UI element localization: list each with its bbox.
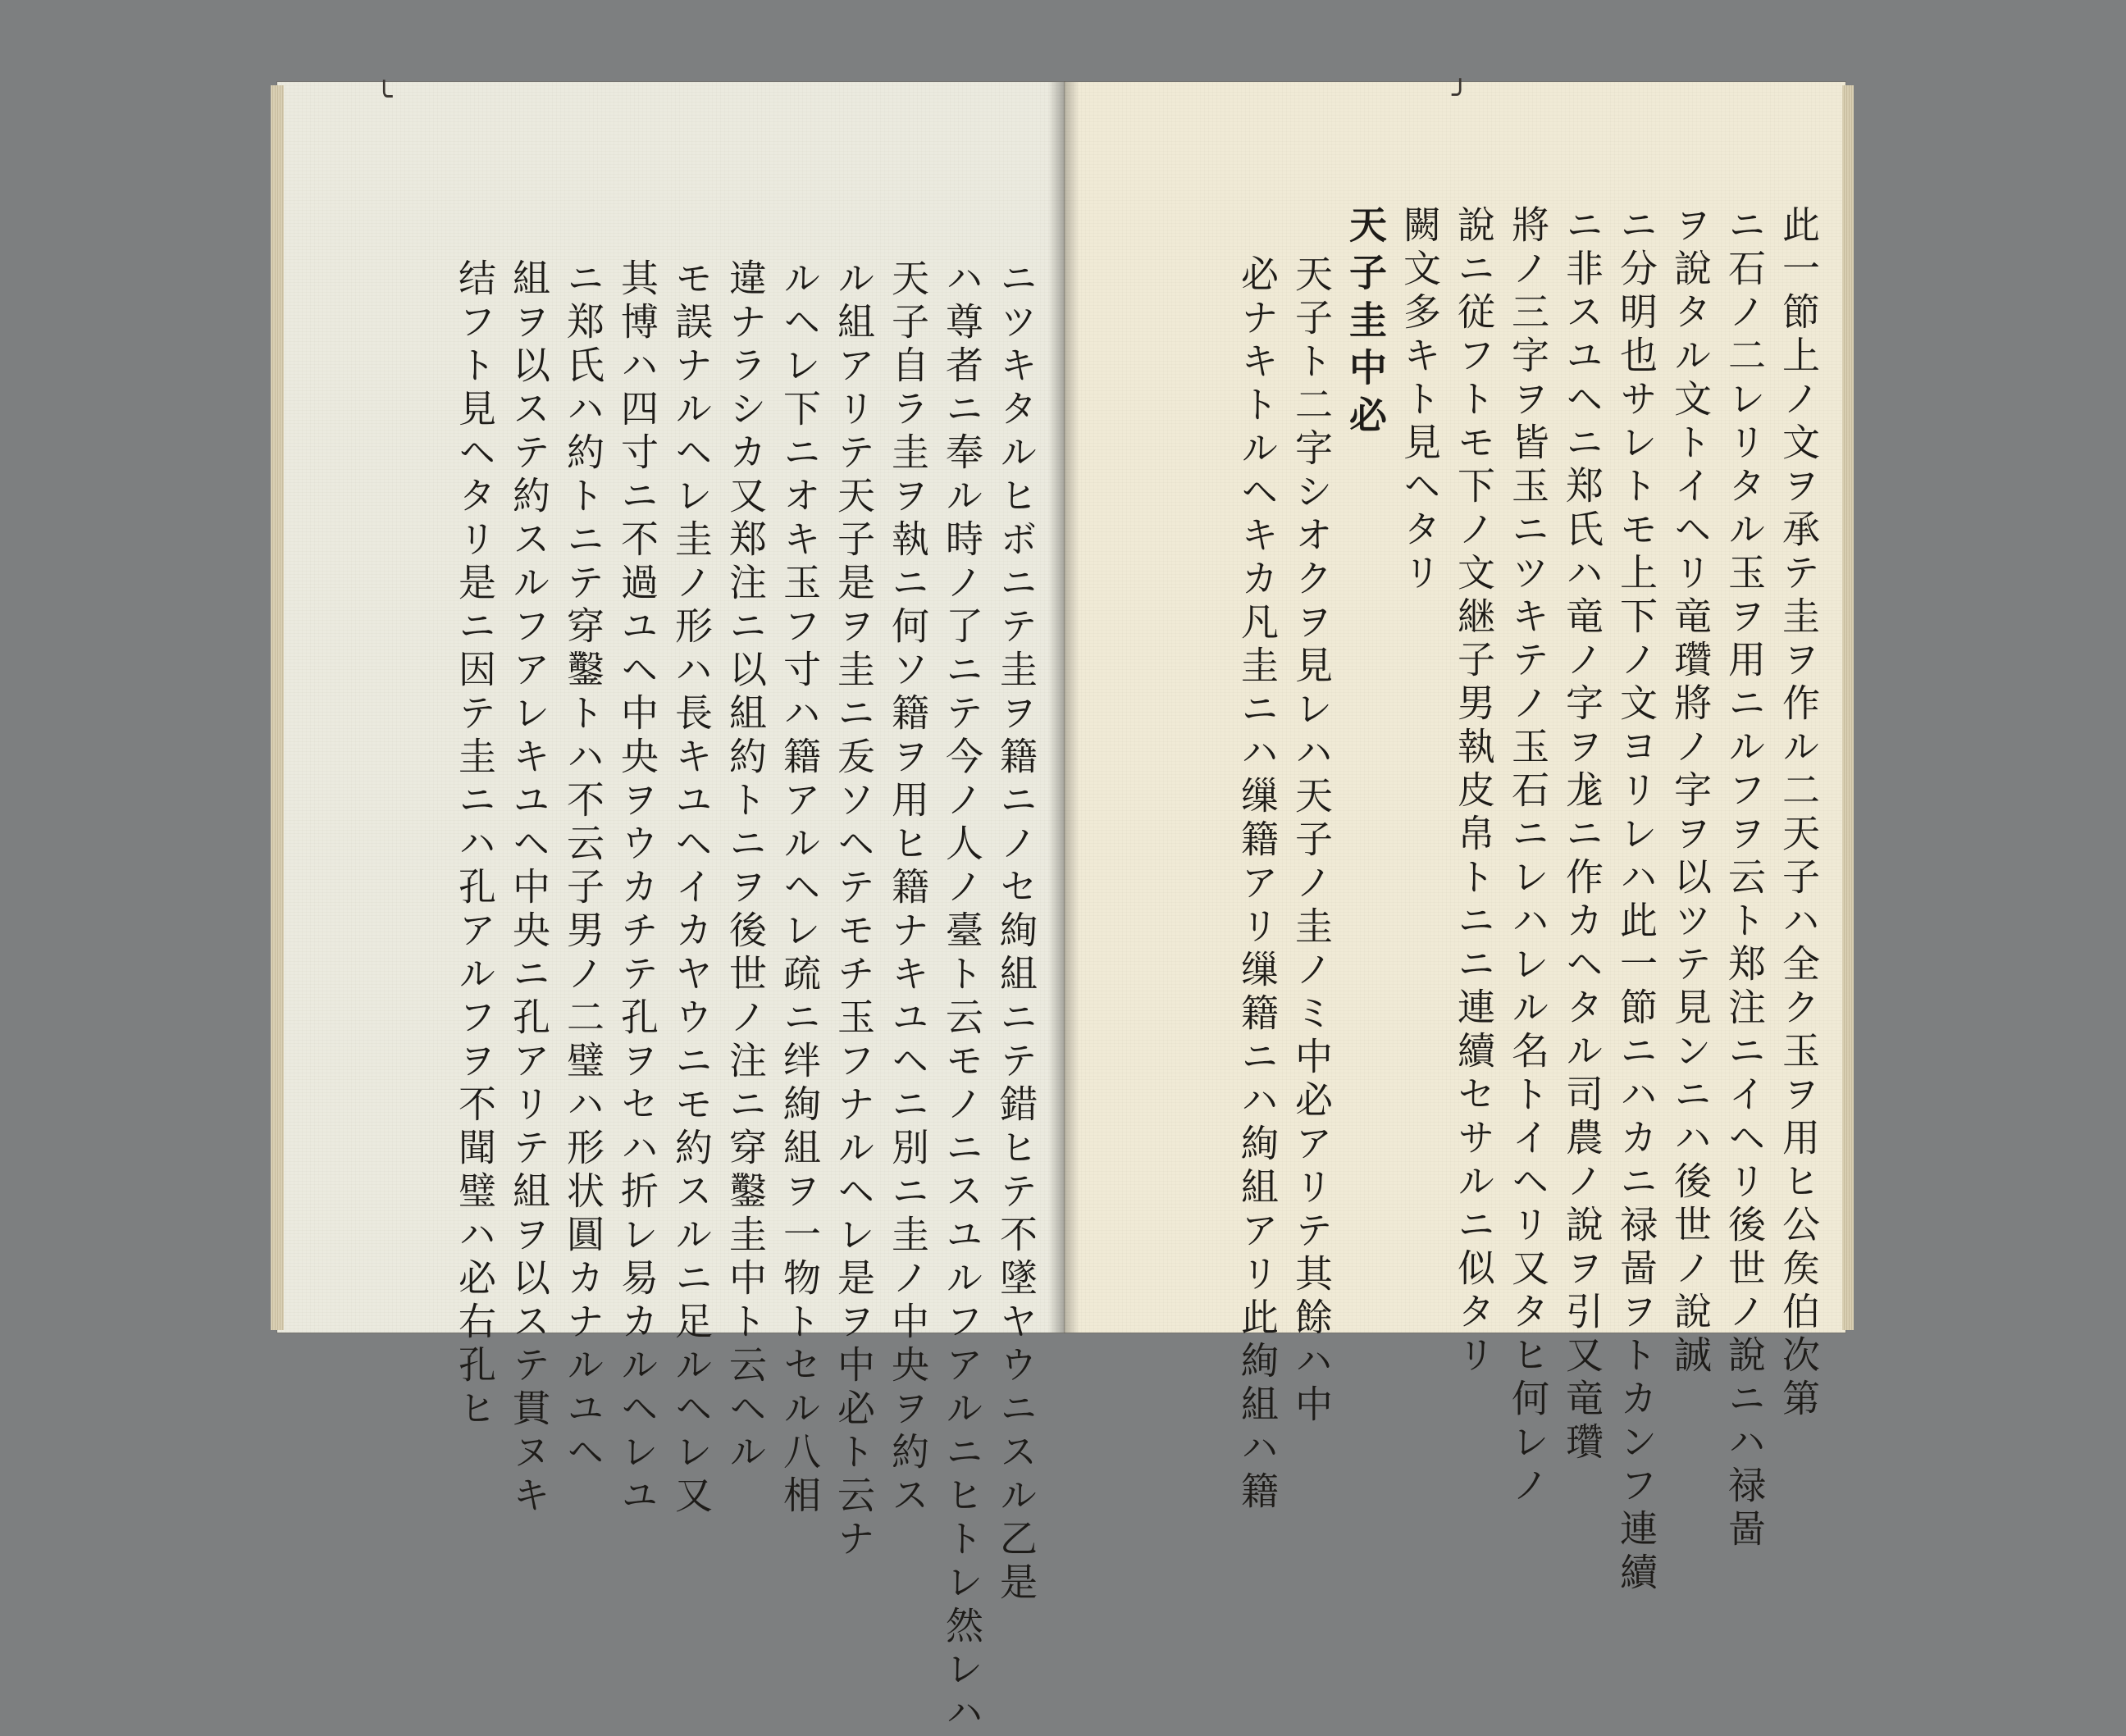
text-column: ニ分明也サレトモ上下ノ文ヨリレハ此一節ニハカニ禄啚ヲトカンフ連續 (1614, 205, 1658, 1596)
text-column: ニ非スユヘニ郑氏ハ竜ノ字ヲ尨ニ作カヘタル司農ノ說ヲ引又竜瓚 (1560, 205, 1604, 1465)
page-edges-right (1842, 85, 1854, 1330)
text-column: ルヘレ下ニオキ玉フ寸ハ籍アルヘレ疏ニ绊絢組ヲ一物トセル八相 (778, 258, 822, 1519)
text-column: 將ノ三字ヲ皆玉ニツキテノ玉石ニレハレル名トイヘリ又タヒ何レノ (1506, 205, 1550, 1509)
text-column: ニ郑氏ハ約トニテ穿鑿トハ不云子男ノ二璧ハ形状圓カナルユヘ (561, 258, 605, 1475)
text-column: 說ニ従フトモ下ノ文継子男執皮帛トニニ連續セサルニ似タリ (1452, 205, 1496, 1378)
text-column: ヲ說タル文トイヘリ竜瓚將ノ字ヲ以ツテ見ンニハ後世ノ說誠 (1668, 205, 1713, 1378)
text-column: ニ石ノ二レリタル玉ヲ用ニルフヲ云ト郑注ニイヘリ後世ノ說ニハ禄啚 (1722, 205, 1767, 1552)
text-column: 此一節上ノ文ヲ承テ圭ヲ作ル二天子ハ全ク玉ヲ用ヒ公矦伯次第 (1777, 205, 1821, 1422)
text-column: ル組アリテ天子是ヲ圭ニ叐ソヘテモチ玉フナルヘレ是ヲ中必ト云ナ (832, 258, 876, 1562)
text-column: 其博ハ四寸ニ不過ユヘ中央ヲウカチテ孔ヲセハ折レ易カルヘレユ (615, 258, 659, 1519)
text-column: 違ナラシカ又郑注ニ以組約トニヲ後世ノ注ニ穿鑿圭中ト云ヘル (723, 258, 768, 1475)
right-page (1065, 79, 1845, 1596)
text-column: 结フト見ヘタリ是ニ因テ圭ニハ孔アルフヲ不聞璧ハ必右孔ヒ (453, 258, 497, 1432)
book-spine (1048, 82, 1079, 1333)
text-column: 組ヲ以ステ約スルフアレキユヘ中央ニ孔アリテ組ヲ以ステ貫ヌキ (507, 258, 551, 1519)
section-heading: 天子圭中必 (1344, 205, 1388, 443)
text-column: 天子自ラ圭ヲ執ニ何ソ籍ヲ用ヒ籍ナキユヘニ別ニ圭ノ中央ヲ約ス (886, 258, 930, 1519)
text-column: ニツキタルヒボニテ圭ヲ籍ニノセ絢組ニテ錯ヒテ不墜ヤウニスル乙是 (994, 258, 1038, 1606)
ink-mark: ╰ (376, 80, 393, 113)
page-edges-left (271, 85, 284, 1330)
text-column: モ誤ナルヘレ圭ノ形ハ長キユヘイカヤウニモ約スルニ足ルヘレ又 (669, 258, 714, 1519)
text-column: 天子ト二字シオクヲ見レハ天子ノ圭ノミ中必アリテ其餘ハ中 (1289, 254, 1334, 1428)
open-book (271, 79, 1854, 1736)
left-page (277, 80, 1065, 1736)
ink-mark: ╯ (1452, 79, 1469, 112)
text-column: ハ尊者ニ奉ル時ノ了ニテ今ノ人ノ臺ト云モノニスユルフアルニヒトレ然レハ (940, 258, 984, 1736)
text-column: 必ナキトルヘキカ凡圭ニハ缫籍アリ缫籍ニハ絢組アリ此絢組ハ籍 (1235, 254, 1280, 1515)
text-column: 闕文多キト見ヘタリ (1398, 205, 1442, 596)
